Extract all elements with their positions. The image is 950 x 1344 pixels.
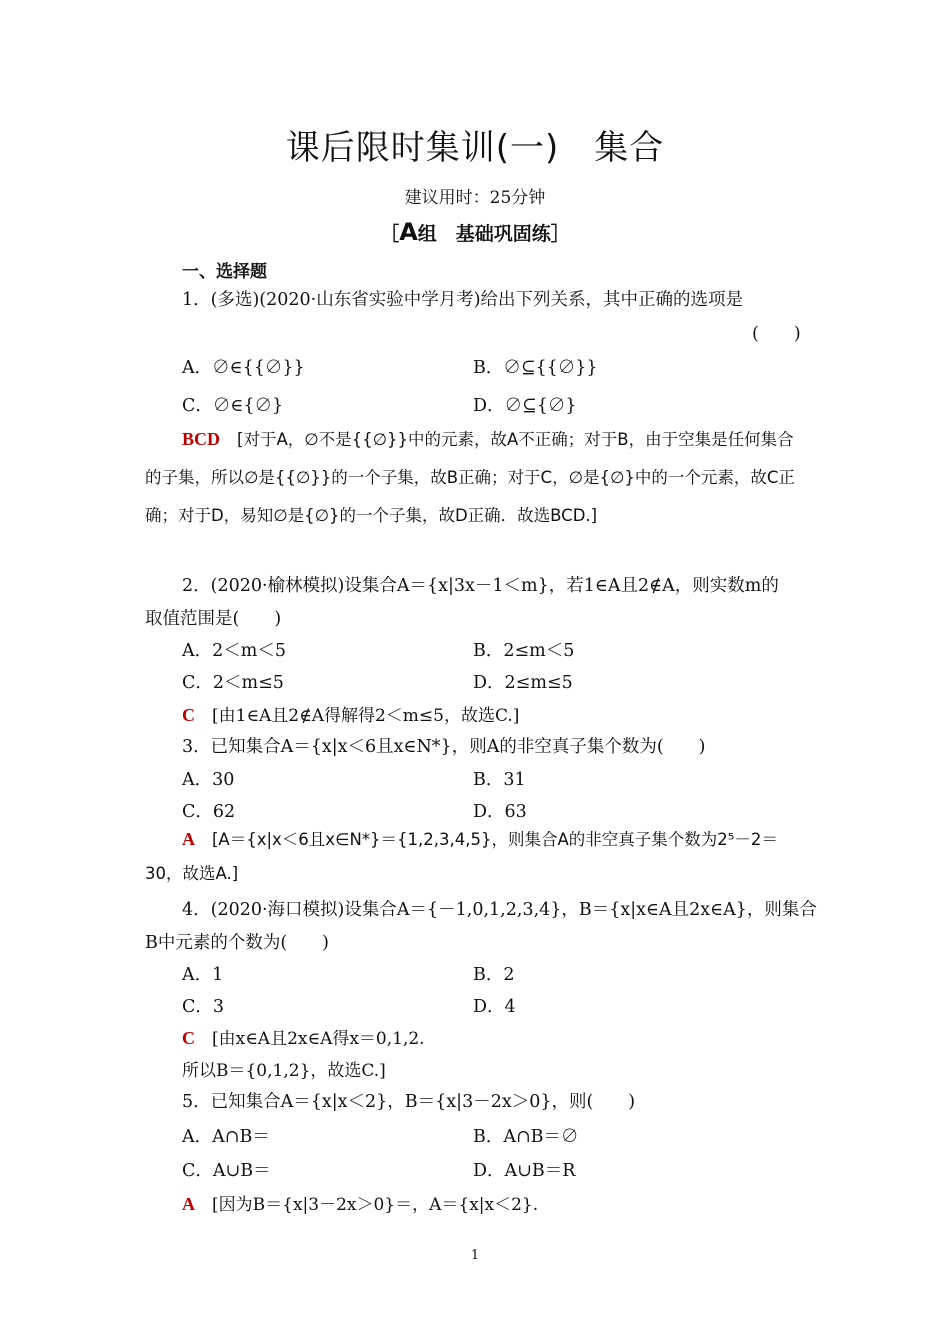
q4-answer-text: [由x∈A且2x∈A得x＝0,1,2. [212, 1029, 425, 1049]
question-1-stem: 1．(多选)(2020·山东省实验中学月考)给出下列关系，其中正确的选项是 [182, 290, 744, 310]
q3-option-d: D．63 [473, 802, 527, 822]
q4-answer [182, 1024, 425, 1049]
q1-option-a: A．∅∈{{∅}} [182, 358, 305, 378]
q2-option-b: B．2≤m＜5 [473, 641, 575, 661]
q2-answer-text: [由1∈A且2∉A得解得2＜m≤5，故选C.] [212, 706, 520, 726]
q1-option-c: C．∅∈{∅} [182, 396, 284, 416]
q4-option-d: D．4 [473, 997, 516, 1017]
q1-option-d: D．∅⊆{∅} [473, 396, 577, 416]
q2-answer [182, 701, 519, 726]
question-4-stem: 4．(2020·海口模拟)设集合A＝{－1,0,1,2,3,4}，B＝{x|x∈A且2x∈A}，则集合 [182, 900, 817, 920]
question-2-stem: 2．(2020·榆林模拟)设集合A＝{x|3x－1＜m}，若1∈A且2∉A，则实数m的 [182, 576, 779, 596]
q5-answer [182, 1190, 538, 1215]
q3-option-a: A．30 [182, 770, 235, 790]
group-letter: A [399, 218, 418, 246]
page-title: 课后限时集训(一) 集合 [285, 128, 665, 168]
q5-option-a: A．A∩B＝ [182, 1127, 270, 1147]
question-3-stem: 3．已知集合A＝{x|x＜6且x∈N*}，则A的非空真子集个数为( ) [182, 737, 706, 757]
section-heading: 一、选择题 [182, 262, 267, 282]
question-1-paren: ( ) [752, 324, 801, 344]
question-5-stem: 5．已知集合A＝{x|x＜2}，B＝{x|3－2x＞0}，则( ) [182, 1092, 636, 1112]
q4-answer-cont: 所以B＝{0,1,2}，故选C.] [182, 1061, 386, 1081]
q3-option-c: C．62 [182, 802, 236, 822]
q2-option-a: A．2＜m＜5 [182, 641, 287, 661]
q5-answer-text: [因为B＝{x|3－2x＞0}＝，A＝{x|x＜2}. [212, 1195, 539, 1215]
q2-answer-key: C [182, 705, 195, 725]
q4-option-c: C．3 [182, 997, 225, 1017]
q3-answer-key: A [182, 829, 195, 849]
bracket-right: ］ [550, 223, 570, 245]
page-number: 1 [470, 1248, 480, 1263]
q2-option-d: D．2≤m≤5 [473, 673, 573, 693]
q5-option-b: B．A∩B＝∅ [473, 1127, 579, 1147]
q3-answer [145, 822, 810, 891]
q1-answer-text: [对于A，∅不是{{∅}}中的元素，故A不正确；对于B，由于空集是任何集合的子集，所以∅是{{∅}}的一个子集，故B正确；对于C，∅是{∅}中的一个元素，故C正确；对于D，易知∅是{∅}的一个子集，故D正确．故选BCD.] [145, 430, 795, 525]
suggested-time: 建议用时：25分钟 [404, 188, 546, 208]
bracket-left: ［ [380, 223, 400, 245]
q5-option-c: C．A∪B＝ [182, 1161, 271, 1181]
q5-option-d: D．A∪B＝R [473, 1161, 576, 1181]
q2-option-c: C．2＜m≤5 [182, 673, 284, 693]
q4-answer-key: C [182, 1028, 195, 1048]
group-name: 组 基础巩固练 [417, 223, 551, 245]
question-2-stem-cont: 取值范围是( ) [145, 609, 282, 629]
q1-answer [145, 421, 810, 535]
q3-answer-text: [A＝{x|x＜6且x∈N*}＝{1,2,3,4,5}，则集合A的非空真子集个数为2⁵－2＝30，故选A.] [145, 830, 778, 883]
q4-option-b: B．2 [473, 965, 515, 985]
question-4-stem-cont: B中元素的个数为( ) [145, 933, 330, 953]
q4-option-a: A．1 [182, 965, 224, 985]
group-heading [0, 218, 950, 246]
q1-option-b: B．∅⊆{{∅}} [473, 358, 598, 378]
q1-answer-key: BCD [182, 429, 221, 449]
q5-answer-key: A [182, 1194, 195, 1214]
q3-option-b: B．31 [473, 770, 526, 790]
